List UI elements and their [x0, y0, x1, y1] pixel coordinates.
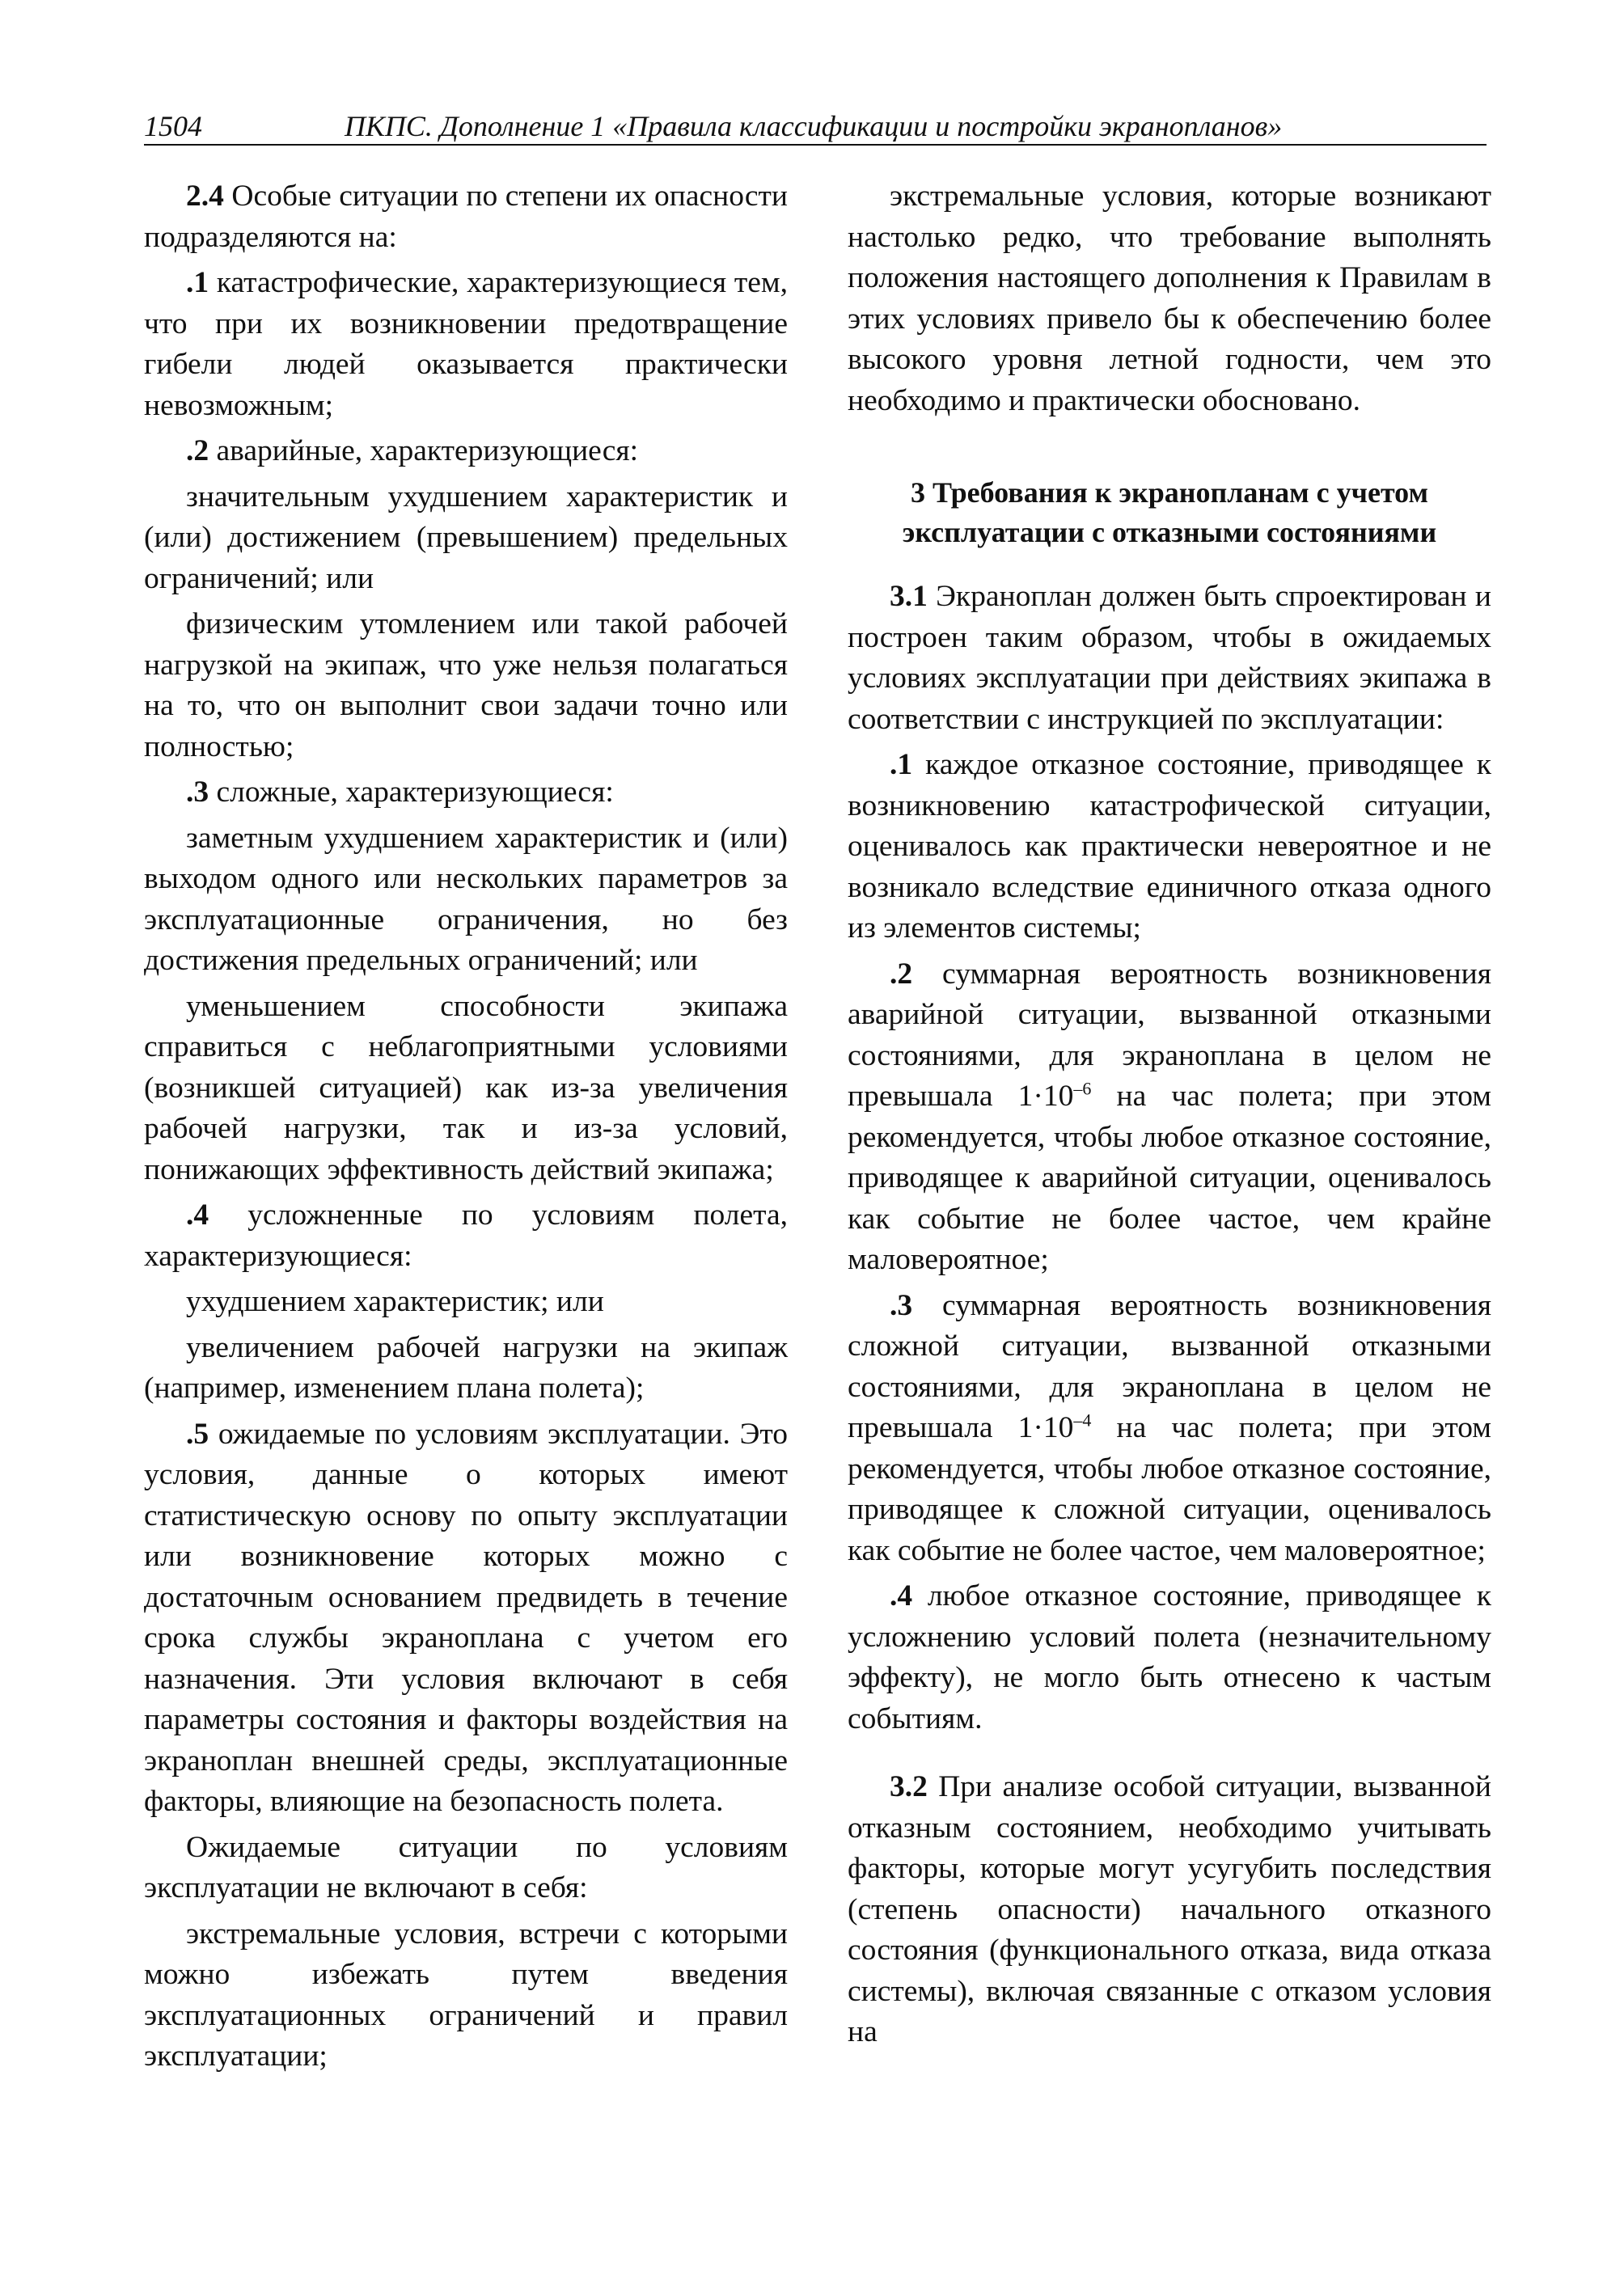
paragraph-text: аварийные, характеризующиеся: — [209, 434, 639, 467]
right-column — [848, 176, 1491, 2058]
paragraph-text: на час полета; при этом рекомендуется, чтобы любое отказное состояние, приводящее к сложной ситуации, оценивалось как событие не более частое, чем маловероятное; — [848, 1411, 1492, 1567]
item-number: .5 — [186, 1417, 209, 1451]
paragraph-2-4 — [144, 176, 788, 258]
paragraph-text: Экраноплан должен быть спроектирован и построен таким образом, чтобы в ожидаемых условиях эксплуатации при действиях экипажа в соответствии с инструкцией по эксплуатации: — [848, 580, 1491, 736]
clause-number: 2.4 — [186, 180, 224, 213]
list-item-4 — [144, 1195, 788, 1277]
section-heading-line: 3 Требования к экранопланам с учетом — [911, 476, 1428, 509]
running-title: ПКПС. Дополнение 1 «Правила классификации и постройки экранопланов» — [345, 110, 1283, 142]
paragraph-text: на час полета; при этом рекомендуется, чтобы любое отказное состояние, приводящее к аварийной ситуации, оценивалось как событие не более частое, чем крайне маловероятное; — [848, 1080, 1492, 1276]
paragraph-text: любое отказное состояние, приводящее к усложнению условий полета (незначительному эффекту), не могло быть отнесено к частым событиям. — [848, 1579, 1491, 1735]
paragraph: заметным ухудшением характеристик и (или) выходом одного или нескольких параметров за эксплуатационные ограничения, но без достижения предельных ограничений; или — [144, 821, 788, 977]
item-number: .3 — [186, 776, 209, 809]
item-number: .4 — [890, 1579, 913, 1613]
paragraph-text: Особые ситуации по степени их опасности подразделяются на: — [144, 180, 788, 254]
clause-number: 3.1 — [890, 580, 928, 613]
paragraph: экстремальные условия, которые возникают настолько редко, что требование выполнять положения настоящего дополнения к Правилам в этих условиях привело бы к обеспечению более высокого уровня летной годности, чем это необходимо и практически обосновано. — [848, 180, 1491, 417]
paragraph: уменьшением способности экипажа справиться с неблагоприятными условиями (возникшей ситуацией) как из-за увеличения рабочей нагрузки, так и из-за условий, понижающих эффективность действий экипажа; — [144, 989, 788, 1186]
list-item-2 — [848, 954, 1491, 1281]
left-column — [144, 176, 788, 2082]
list-item-3 — [848, 1286, 1491, 1572]
item-number: .1 — [890, 748, 913, 781]
item-number: .3 — [890, 1288, 913, 1322]
paragraph: значительным ухудшением характеристик и (или) достижением (превышением) предельных ограничений; или — [144, 480, 788, 595]
paragraph-3-2 — [848, 1767, 1491, 2053]
paragraph-text: сложные, характеризующиеся: — [209, 776, 614, 809]
page-header — [144, 107, 1487, 146]
paragraph: экстремальные условия, встречи с которыми можно избежать путем введения эксплуатационных ограничений и правил эксплуатации; — [144, 1917, 788, 2073]
item-number: .4 — [186, 1198, 209, 1232]
list-item-5 — [144, 1414, 788, 1823]
item-number: .1 — [186, 266, 209, 299]
exponent: –4 — [1073, 1410, 1092, 1431]
list-item-3 — [144, 772, 788, 814]
list-item-1 — [848, 745, 1491, 949]
list-item-4 — [848, 1576, 1491, 1739]
clause-number: 3.2 — [890, 1770, 928, 1803]
section-heading-line: эксплуатации с отказными состояниями — [902, 516, 1437, 548]
page-number: 1504 — [144, 110, 202, 142]
paragraph-text: усложненные по условиям полета, характеризующиеся: — [144, 1198, 788, 1273]
paragraph-3-1 — [848, 577, 1491, 740]
paragraph-text: ожидаемые по условиям эксплуатации. Это условия, данные о которых имеют статистическую основу по опыту эксплуатации или возникновение которых можно с достаточным основанием предвидеть в течение срока службы экраноплана с учетом его назначения. Эти условия включают в себя параметры состояния и факторы воздействия на экраноплан внешней среды, эксплуатационные факторы, влияющие на безопасность полета. — [144, 1417, 788, 1818]
list-item-2 — [144, 431, 788, 472]
paragraph: Ожидаемые ситуации по условиям эксплуатации не включают в себя: — [144, 1830, 788, 1904]
paragraph-text: суммарная вероятность возникновения сложной ситуации, вызванной отказными состояниями, для экраноплана в целом не превышала 1·10 — [848, 1288, 1491, 1444]
item-number: .2 — [186, 434, 209, 467]
paragraph: ухудшением характеристик; или — [186, 1285, 604, 1318]
list-item-1 — [144, 263, 788, 426]
section-heading — [848, 473, 1491, 552]
paragraph: увеличением рабочей нагрузки на экипаж (например, изменением плана полета); — [144, 1330, 788, 1405]
paragraph-text: каждое отказное состояние, приводящее к возникновению катастрофической ситуации, оценивалось как практически невероятное и не возникало вследствие единичного отказа одного из элементов системы; — [848, 748, 1491, 945]
paragraph: физическим утомлением или такой рабочей нагрузкой на экипаж, что уже нельзя полагаться на то, что он выполнит свои задачи точно или полностью; — [144, 607, 788, 763]
paragraph-text: При анализе особой ситуации, вызванной отказным состоянием, необходимо учитывать факторы, которые могут усугубить последствия (степень опасности) начального отказного состояния (функционального отказа, вида отказа системы), включая связанные с отказом условия на — [848, 1770, 1491, 2048]
item-number: .2 — [890, 957, 913, 991]
paragraph-text: катастрофические, характеризующиеся тем, что при их возникновении предотвращение гибели людей оказывается практически невозможным; — [144, 266, 788, 422]
exponent: –6 — [1073, 1078, 1092, 1099]
paragraph-text: суммарная вероятность возникновения аварийной ситуации, вызванной отказными состояниями, для экраноплана в целом не превышала 1·10 — [848, 957, 1491, 1113]
